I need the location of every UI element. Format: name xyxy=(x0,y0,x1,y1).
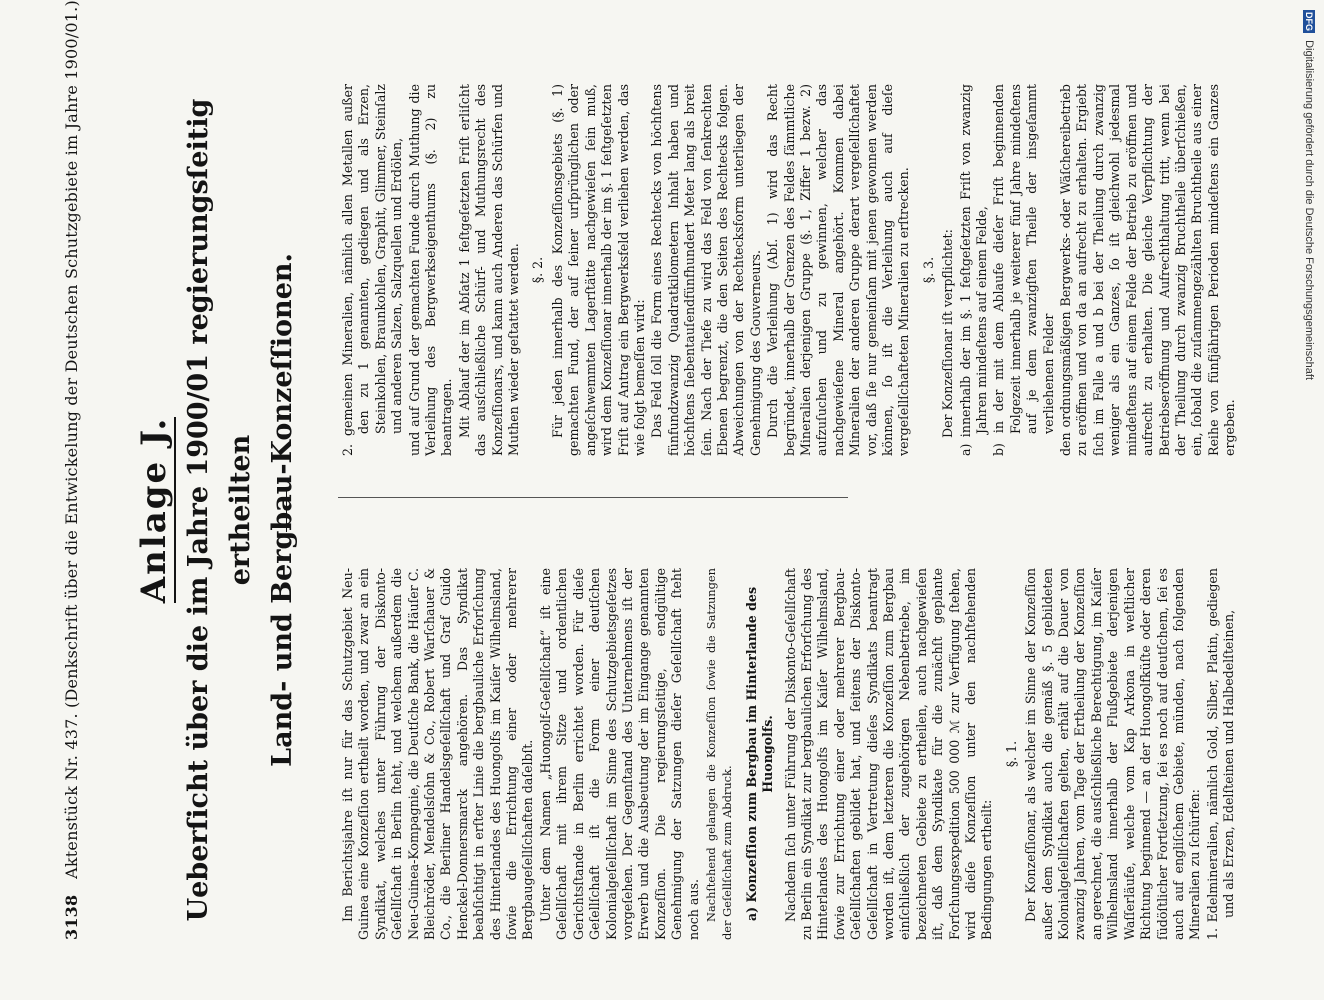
running-head-text: Aktenstück Nr. 437. (Denkschrift über die Entwickelung der Deutschen Schutzgebiete im Jahre 1900/01.) xyxy=(62,0,81,879)
digitization-note xyxy=(1303,10,1321,985)
paragraph: den ordnungsmäßigen Bergwerks- oder Wäſchereibetrieb zu eröffnen und von da an aufrecht zu erhalten. Ergiebt ſich im Falle a und b bei der Theilung durch zwanzig weniger als ein Ganzes, ſo iſt gleichwohl jedesmal mindeſtens auf einem Felde der Betrieb zu eröffnen und aufrecht zu erhalten. Die gleiche Verpflichtung der Betriebseröffnung und Aufrechthaltung tritt, wenn bei der Theilung durch zwanzig Bruchtheile überſchießen, ein, ſobald die zuſammengezählten Bruchtheile aus einer Reihe von fünfjährigen Perioden mindeſtens ein Ganzes ergeben. xyxy=(1058,84,1238,456)
section-number: §. 2. xyxy=(530,256,546,284)
section-heading-a: a) Konzeſſion zum Bergbau im Hinterlande des Huongolfs. xyxy=(743,586,776,922)
title-line-2: Land- und Bergbau-Konzeſſionen. xyxy=(266,253,298,767)
page-number: 3138 xyxy=(62,894,81,940)
dfg-logo: DFG xyxy=(1304,12,1314,31)
list-item: 1. Edelmineralien, nämlich Gold, Silber, Platin, gediegen und als Erzen, Edelſteinen und Halbedelſteinen, xyxy=(1204,568,1237,940)
section-number: §. 1. xyxy=(1003,740,1019,768)
paragraph: Für jeden innerhalb des Konzeſſionsgebiets (§. 1) gemachten Fund, der auf ſeiner urſprünglichen oder angeſchwemmten Lagerſtätte nachgewieſen ſein muß, wird dem Konzeſſionar innerhalb der im §. 1 feſtgeſetzten Friſt auf Antrag ein Bergwerksfeld verliehen werden, das wie folgt bemeſſen wird: xyxy=(549,84,647,456)
paragraph: Nachſtehend gelangen die Konzeſſion ſowie die Satzungen der Geſellſchaft zum Abdruck. xyxy=(703,568,735,940)
paragraph: Unter dem Namen „Huongolf-Geſellſchaft“ iſt eine Geſellſchaft mit ihrem Sitze und ordentlichen Gerichtsſtande in Berlin errichtet worden. Für dieſe Geſellſchaft iſt die Form einer deutſchen Kolonialgeſellſchaft im Sinne des Schutzgebietsgeſetzes vorgeſehen. Der Gegenſtand des Unternehmens iſt der Erwerb und die Ausbeutung der im Eingange genannten Konzeſſion. Die regierungsſeitige, endgültige Genehmigung der Satzungen dieſer Geſellſchaft ſteht noch aus. xyxy=(537,568,701,940)
page-title xyxy=(178,80,304,940)
title-divider xyxy=(286,488,287,532)
left-column xyxy=(340,568,1239,940)
paragraph: Durch die Verleihung (Abſ. 1) wird das Recht begründet, innerhalb der Grenzen des Feldes ſämmtliche Mineralien derjenigen Gruppe (§. 1, Ziffer 1 bezw. 2) aufzuſuchen und zu gewinnen, welcher das nachgewieſene Mineral angehört. Kommen dabei Mineralien der anderen Gruppe derart vergeſellſchaftet vor, daß ſie nur gemeinſam mit jenen gewonnen werden können, ſo iſt die Verleihung auch auf dieſe vergeſellſchafteten Mineralien zu erſtrecken. xyxy=(765,84,912,456)
column-divider xyxy=(338,497,848,498)
paragraph: Das Feld ſoll die Form eines Rechtecks von höchſtens fünfundzwanzig Quadratkilometern Inhalt haben und höchſtens ſiebentauſendfünfhundert Meter lang als breit ſein. Nach der Tiefe zu wird das Feld von ſenkrechten Ebenen begrenzt, die den Seiten des Rechtecks folgen. Abweichungen von der Rechtecksform unterliegen der Genehmigung des Gouverneurs. xyxy=(649,84,763,456)
running-head xyxy=(62,0,81,940)
paragraph: Der Konzeſſionar iſt verpflichtet: xyxy=(940,229,956,438)
paragraph: und auf Grund der gemachten Funde durch Muthung die Verleihung des Bergwerkseigenthums (§. 2) zu beantragen. xyxy=(406,84,455,456)
paragraph: Der Konzeſſionar, als welcher im Sinne der Konzeſſion außer dem Syndikat auch die gemäß §. 5 gebildeten Kolonialgeſellſchaften gelten, erhält auf die Dauer von zwanzig Jahren, vom Tage der Ertheilung der Konzeſſion an gerechnet, die ausſchließliche Berechtigung, im Kaiſer Wilhelmsland innerhalb der Flußgebiete derjenigen Waſſerläufe, welche vom Kap Arkona in weſtlicher Richtung beginnend — an der Huongolfküſte oder deren ſüdöſtlicher Fortſetzung, ſei es noch auf deutſchem, ſei es auch auf engliſchem Gebiete, münden, nach folgenden Mineralien zu ſchürfen: xyxy=(1023,568,1203,940)
list-item: b) in der mit dem Ablaufe dieſer Friſt beginnenden Folgezeit innerhalb je weiterer fünf Jahre mindeſtens auf je dem zwanzigſten Theile der insgeſammt verliehenen Felder xyxy=(991,84,1056,456)
section-number: §. 3. xyxy=(920,256,936,284)
title-line-1: Ueberſicht über die im Jahre 1900/01 regierungsſeitig ertheilten xyxy=(183,98,256,922)
appendix-label xyxy=(134,80,174,940)
appendix-label-text: Anlage J. xyxy=(134,416,174,604)
paragraph: Mit Ablauf der im Abſatz 1 feſtgeſetzten Friſt erliſcht das ausſchließliche Schürf- und Muthungsrecht des Konzeſſionars, und kann auch Anderen das Schürfen und Muthen wieder geſtattet werden. xyxy=(456,84,522,456)
right-column xyxy=(340,84,1240,456)
paragraph: Im Berichtsjahre iſt nur für das Schutzgebiet Neu-Guinea eine Konzeſſion ertheilt worden, und zwar an ein Syndikat, welches unter Führung der Diskonto-Geſellſchaft in Berlin ſteht, und welchem außerdem die Neu-Guinea-Kompagnie, die Deutſche Bank, die Häuſer C. Bleichröder, Mendelsſohn & Co., Robert Warſchauer & Co., die Berliner Handelsgeſellſchaft und Graf Guido Henckel-Donnersmarck angehören. Das Syndikat beabſichtigt in erſter Linie die bergbauliche Erforſchung des Hinterlandes des Huongolfs im Kaiſer Wilhelmsland, ſowie die Errichtung einer oder mehrerer Bergbaugeſellſchaften daſelbſt. xyxy=(340,568,536,940)
list-item: 2. gemeinen Mineralien, nämlich allen Metallen außer den zu 1 genannten, gediegen und als Erzen, Steinkohlen, Braunkohlen, Graphit, Glimmer, Steinſalz und anderen Salzen, Salzquellen und Erdölen, xyxy=(340,84,405,456)
digitization-text: Digitalisierung gefördert durch die Deutsche Forschungsgemeinschaft xyxy=(1303,40,1315,381)
list-item: a) innerhalb der im §. 1 feſtgeſetzten Friſt von zwanzig Jahren mindeſtens auf einem Felde, xyxy=(957,84,990,456)
paragraph: Nachdem ſich unter Führung der Diskonto-Geſellſchaft zu Berlin ein Syndikat zur bergbaulichen Erforſchung des Hinterlandes des Huongolfs im Kaiſer Wilhelmsland, ſowie zur Errichtung einer oder mehrerer Bergbau-Geſellſchaften gebildet hat, und ſeitens der Diskonto-Geſellſchaft in Vertretung dieſes Syndikats beantragt worden iſt, dem letzteren die Konzeſſion zum Bergbau einſchließlich der zugehörigen Nebenbetriebe, im bezeichneten Gebiete zu ertheilen, auch nachgewieſen iſt, daß dem Syndikate für die zunächſt geplante Forſchungsexpedition 500 000 ℳ zur Verfügung ſtehen, wird dieſe Konzeſſion unter den nachſtehenden Bedingungen ertheilt: xyxy=(782,568,995,940)
